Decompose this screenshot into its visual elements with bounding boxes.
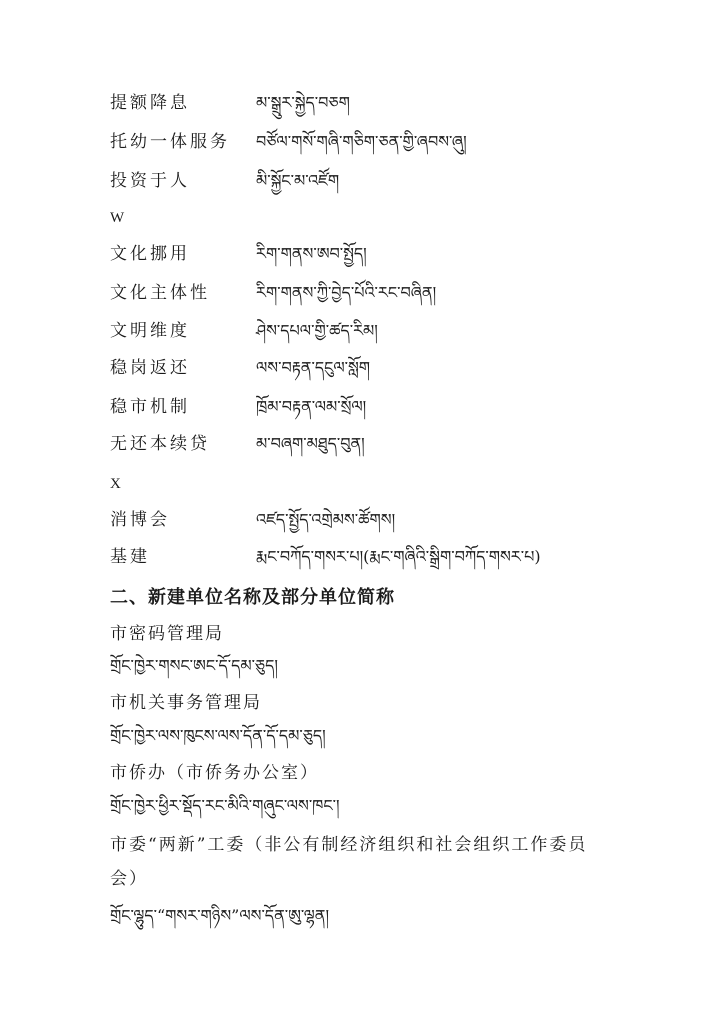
section-letter-x: X <box>110 476 121 492</box>
unit-tibetan: གྲོང་ཁྱེར་ཕྱིར་སྡོད་རང་མིའི་གཞུང་ལས་ཁང་། <box>110 796 340 815</box>
term-chinese: 消博会 <box>110 510 170 530</box>
term-tibetan: ཤེས་དཔལ་གྱི་ཚད་རིམ། <box>256 321 378 340</box>
unit-tibetan: གྲོང་ལྷུད་“གསར་གཉིས”ལས་དོན་ཨུ་ལྷན། <box>110 906 329 925</box>
unit-tibetan: གྲོང་ཁྱེར་གསང་ཨང་དོ་དམ་ཅུད། <box>110 656 278 675</box>
term-tibetan: མ་སྒྲུར་སྐྱེད་བཅག <box>256 93 350 112</box>
unit-chinese: 市机关事务管理局 <box>110 693 262 713</box>
section-heading: 二、新建单位名称及部分单位简称 <box>110 587 395 608</box>
term-row <box>110 89 710 119</box>
term-chinese: 文明维度 <box>110 321 190 341</box>
term-chinese: 文化主体性 <box>110 283 210 303</box>
unit-tibetan: གྲོང་ཁྱེར་ལས་ཁུངས་ལས་དོན་དོ་དམ་ཅུད། <box>110 726 326 745</box>
term-tibetan: བཙོལ་གསོ་གཞི་གཅིག་ཅན་གྱི་ཞབས་ཞུ། <box>256 132 467 151</box>
term-tibetan: འཛད་སྤྱོད་འགྲེམས་ཚོགས། <box>256 510 396 529</box>
term-tibetan: མ་བཞག་མཐུད་བུན། <box>256 434 365 453</box>
term-row <box>110 128 710 158</box>
term-row <box>110 240 710 270</box>
term-row <box>110 506 710 536</box>
unit-chinese: 市委“两新”工委（非公有制经济组织和社会组织工作委员会） <box>110 835 588 889</box>
term-chinese: 无还本续贷 <box>110 434 210 454</box>
term-tibetan: རིག་གནས་ཀྱི་བྱེད་པོའི་རང་བཞིན། <box>256 283 437 302</box>
term-chinese: 文化挪用 <box>110 244 190 264</box>
term-chinese: 基建 <box>110 547 150 567</box>
term-chinese: 投资于人 <box>110 171 190 191</box>
unit-chinese: 市密码管理局 <box>110 624 224 644</box>
term-row <box>110 393 710 423</box>
term-chinese: 稳市机制 <box>110 397 190 417</box>
term-row <box>110 317 710 347</box>
term-tibetan: རྨང་བཀོད་གསར་པ།(རྨང་གཞིའི་སྒྲིག་བཀོད་གསར་པ) <box>256 547 541 566</box>
term-tibetan: ཁྲོམ་བརྟན་ལམ་སྲོལ། <box>256 397 367 416</box>
term-row <box>110 430 710 460</box>
term-row <box>110 279 710 309</box>
term-row <box>110 354 710 384</box>
term-tibetan: མི་སྐྱོང་མ་འཛོག <box>256 171 340 190</box>
unit-chinese: 市侨办（市侨务办公室） <box>110 763 319 783</box>
term-row <box>110 543 710 573</box>
section-letter-w: W <box>110 210 125 226</box>
term-chinese: 提额降息 <box>110 93 190 113</box>
term-chinese: 托幼一体服务 <box>110 132 230 152</box>
term-row <box>110 167 710 197</box>
term-chinese: 稳岗返还 <box>110 358 190 378</box>
term-tibetan: རིག་གནས་ཨབ་སྤྱོད། <box>256 244 367 263</box>
term-tibetan: ལས་བརྟན་དངུལ་སློག <box>256 358 371 377</box>
